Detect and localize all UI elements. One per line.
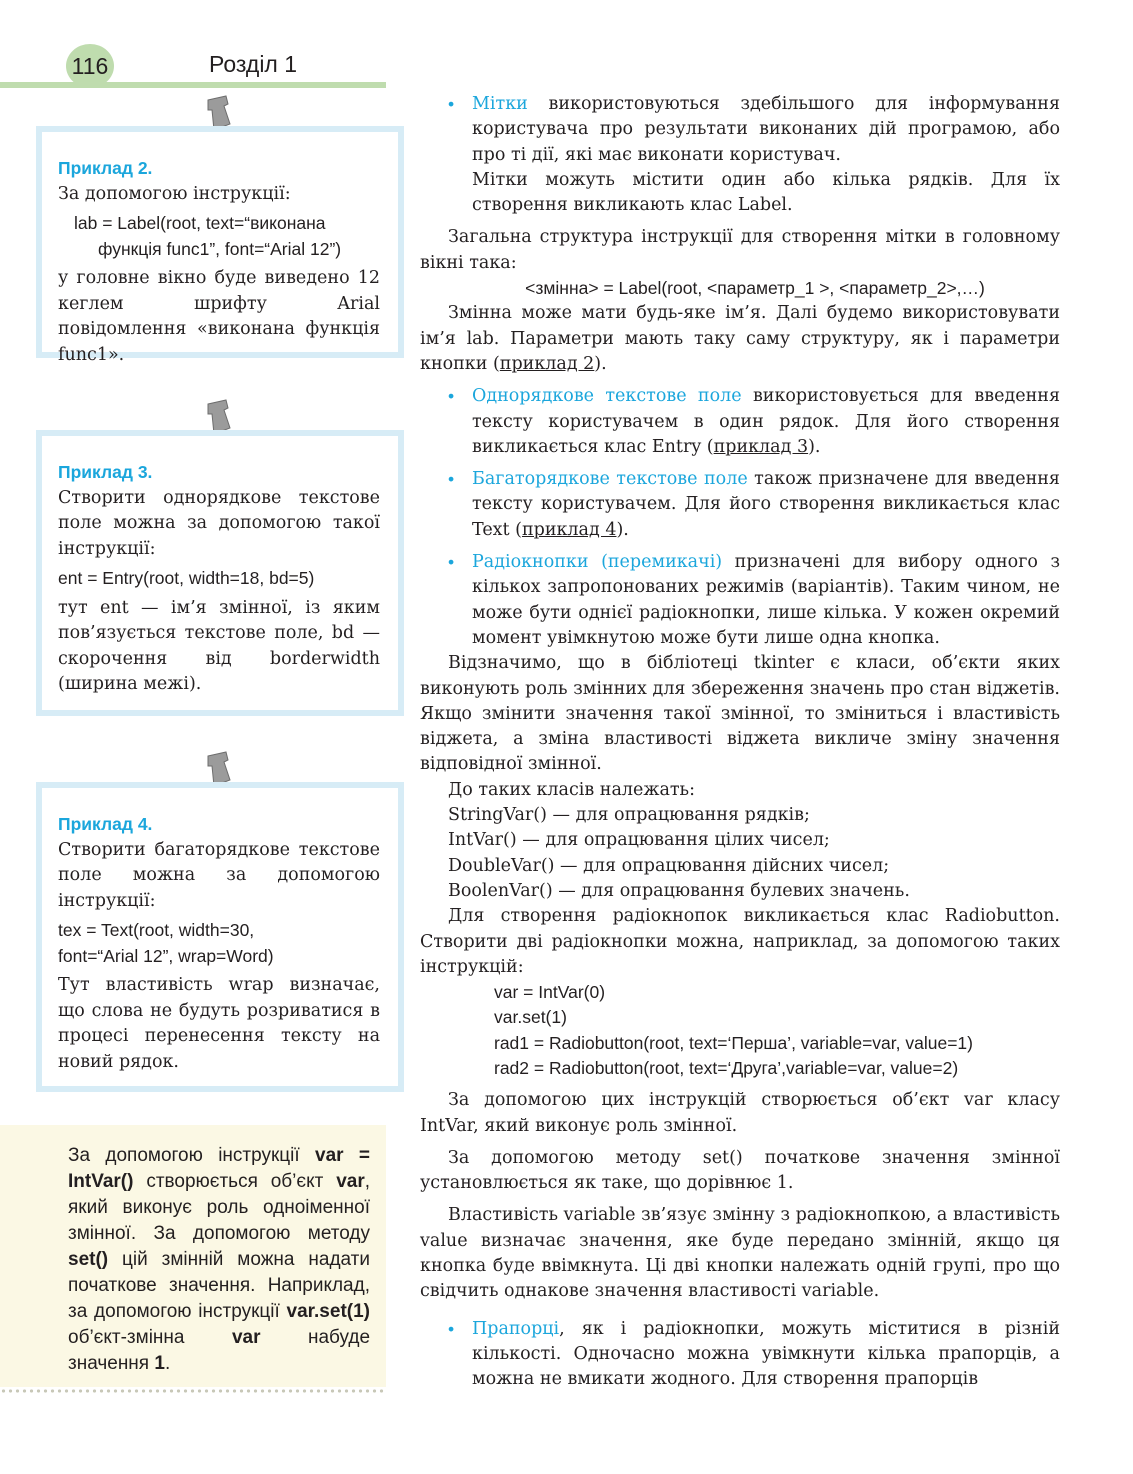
class-intvar: IntVar() — для опрацювання цілих чисел; <box>448 830 830 851</box>
radiobutton-paragraph: Для створення радіокнопок викликається клас Radiobutton. Створити дві радіокнопки можна, наприклад, за допомогою таких інструкцій: <box>420 906 1060 977</box>
example-4-intro: Створити багаторядкове текстове поле можна за допомогою інструкції: <box>58 839 380 911</box>
note-text: створюється об’єкт <box>133 1171 337 1192</box>
example-3-title: Приклад 3. <box>58 462 153 482</box>
example-4-code-line-1: tex = Text(root, width=30, <box>58 920 255 940</box>
entry-paragraph <box>472 384 1060 460</box>
bullet-dot: • <box>448 469 455 490</box>
general-structure-code: <змінна> = Label(root, <параметр_1 >, <параметр_2>,…) <box>525 278 985 299</box>
code-line-2: var.set(1) <box>494 1007 567 1028</box>
var-name-paragraph <box>420 301 1060 377</box>
link-example-3[interactable]: приклад 3 <box>713 436 809 457</box>
example-4-body: Тут властивість wrap визначає, що слова не будуть розриватися в процесі перенесення тексту на новий рядок. <box>58 975 380 1072</box>
radio-text: призначені для вибору одного з кількох запропонованих режимів (варіантів). Таким чином, не може бути однієї радіокнопки, лише кілька. У кожен окремий момент увімкнутою може бути лише одна кнопка. <box>472 552 1060 648</box>
bullet-dot: • <box>448 552 455 573</box>
tkinter-paragraph: Відзначимо, що в бібліотеці tkinter є класи, об’єкти яких виконують роль змінних для збереження значень про стан віджетів. Якщо змінити значення такої змінної, то зміниться і властивість віджета, а зміна властивості віджета викличе зміну значення відповідної змінної. <box>420 653 1060 775</box>
checkbuttons-text: , як і радіокнопки, можуть міститися в різній кількості. Одночасно можна увімкнути кілька прапорців, а можна не вмикати жодного. Для створення прапорців <box>472 1318 1060 1390</box>
bullet-text <box>420 467 1060 543</box>
note-text: набуде значення <box>68 1327 371 1374</box>
note-box <box>0 1125 386 1387</box>
example-4-title: Приклад 4. <box>58 814 153 834</box>
note-code: var <box>336 1171 365 1192</box>
term-entry: Однорядкове текстове поле <box>472 386 742 407</box>
link-example-2[interactable]: приклад 2 <box>499 353 595 374</box>
term-labels: Мітки <box>472 94 528 114</box>
bullet-dot: • <box>448 94 455 114</box>
class-doublevar: DoubleVar() — для опрацювання дійсних чисел; <box>448 855 890 876</box>
set-paragraph: За допомогою методу set() початкове значення змінної установлюється як таке, що дорівнює 1. <box>420 1147 1060 1194</box>
bullet-radio <box>420 550 1060 651</box>
note-code: 1 <box>154 1353 165 1374</box>
note-text: . <box>164 1353 171 1374</box>
note-code: var = IntVar() <box>68 1145 371 1192</box>
link-example-4[interactable]: приклад 4 <box>521 519 617 540</box>
example-3-code: ent = Entry(root, width=18, bd=5) <box>58 568 315 588</box>
entry-end: ). <box>808 436 821 457</box>
general-structure-text: Загальна структура інструкції для створення мітки в головному вікні така: <box>420 227 1060 273</box>
example-3-body: тут ent — ім’я змінної, із яким пов’язується текстове поле, bd — скорочення від borderwidth (ширина межі). <box>58 597 380 694</box>
main-text-column <box>420 92 1060 1393</box>
note-code: var.set(1) <box>286 1301 370 1322</box>
dotted-divider <box>0 1389 386 1393</box>
example-4-code-line-2: font=“Arial 12”, wrap=Word) <box>58 945 274 966</box>
example-2-code-line-1: lab = Label(root, text=“виконана <box>74 213 326 233</box>
example-2-intro: За допомогою інструкції: <box>58 183 291 204</box>
note-code: set() <box>68 1249 109 1270</box>
example-2-code-line-2: функція func1”, font=“Arial 12”) <box>98 238 342 259</box>
header-rule <box>0 82 386 88</box>
term-checkbuttons: Прапорці <box>472 1318 560 1339</box>
labels-text: використовуються здебільшого для інформування користувача про результати виконаних дій програмою, або про ті дії, які має виконати користувач. <box>472 94 1060 165</box>
section-title: Розділ 1 <box>209 51 298 77</box>
note-text: цій змінній можна надати початкове значення. Наприклад, за допомогою інструкції <box>68 1249 370 1322</box>
example-4-box <box>42 788 398 1086</box>
checkbuttons-paragraph <box>472 1317 1060 1393</box>
var-name-text: Змінна може мати будь-яке ім’я. Далі будемо використовувати ім’я lab. Параметри мають таку саму структуру, як і параметри кнопки ( <box>420 303 1060 374</box>
bullet-checkbuttons <box>420 1317 1060 1393</box>
text-text: також призначене для введення тексту користувачем. Для його створення викликається клас Text ( <box>472 469 1060 540</box>
term-radio: Радіокнопки (перемикачі) <box>472 552 723 573</box>
example-3-box <box>42 436 398 710</box>
example-2-body: у головне вікно буде виведено 12 кеглем шрифту Arial повідомлення «виконана функція func1». <box>58 268 380 365</box>
note-text: , який виконує роль одноіменної змінної. За допомогою методу <box>68 1171 370 1244</box>
example-2-title: Приклад 2. <box>58 158 153 178</box>
bullet-dot: • <box>448 386 455 407</box>
variable-paragraph: Властивість variable зв’язує змінну з радіокнопкою, а властивість value визначає значення, яке буде передано змінній, якщо ця кнопка буде ввімкнута. Ці дві кнопки належать одній групі, про що свідчить однакове значення властивості variable. <box>420 1205 1060 1302</box>
text-paragraph <box>472 467 1060 543</box>
code-line-4: rad2 = Radiobutton(root, text=‘Друга’,variable=var, value=2) <box>494 1057 959 1078</box>
term-text: Багаторядкове текстове поле <box>472 469 748 490</box>
bullet-dot: • <box>448 1318 455 1339</box>
radio-paragraph <box>472 550 1060 651</box>
var-name-end: ). <box>594 353 607 374</box>
bullet-entry <box>420 384 1060 460</box>
text-end: ). <box>616 519 629 540</box>
bullet-labels <box>420 92 1060 218</box>
example-2-box <box>42 132 398 365</box>
class-stringvar: StringVar() — для опрацювання рядків; <box>448 805 810 826</box>
class-boolenvar: BoolenVar() — для опрацювання булевих значень. <box>448 880 910 901</box>
note-text: об’єкт-змінна <box>68 1327 232 1348</box>
note-code: var <box>231 1327 261 1348</box>
page-number <box>66 44 114 88</box>
code-line-3: rad1 = Radiobutton(root, text=‘Перша’, variable=var, value=1) <box>494 1032 973 1053</box>
example-3-intro: Створити однорядкове текстове поле можна за допомогою такої інструкції: <box>58 487 380 559</box>
code-line-1: var = IntVar(0) <box>494 982 606 1003</box>
var-paragraph: За допомогою цих інструкцій створюється об’єкт var класу IntVar, який виконує роль змінної. <box>420 1090 1060 1136</box>
classes-intro: До таких класів належать: <box>448 779 695 800</box>
note-text: За допомогою інструкції <box>68 1145 316 1166</box>
entry-text: використовується для введення тексту користувачем в один рядок. Для його створення викликається клас Entry ( <box>472 386 1060 457</box>
labels-paragraph-2: Мітки можуть містити один або кілька рядків. Для їх створення викликають клас Label. <box>472 169 1060 216</box>
page-number-text: 116 <box>71 52 109 79</box>
labels-paragraph <box>472 92 1060 168</box>
